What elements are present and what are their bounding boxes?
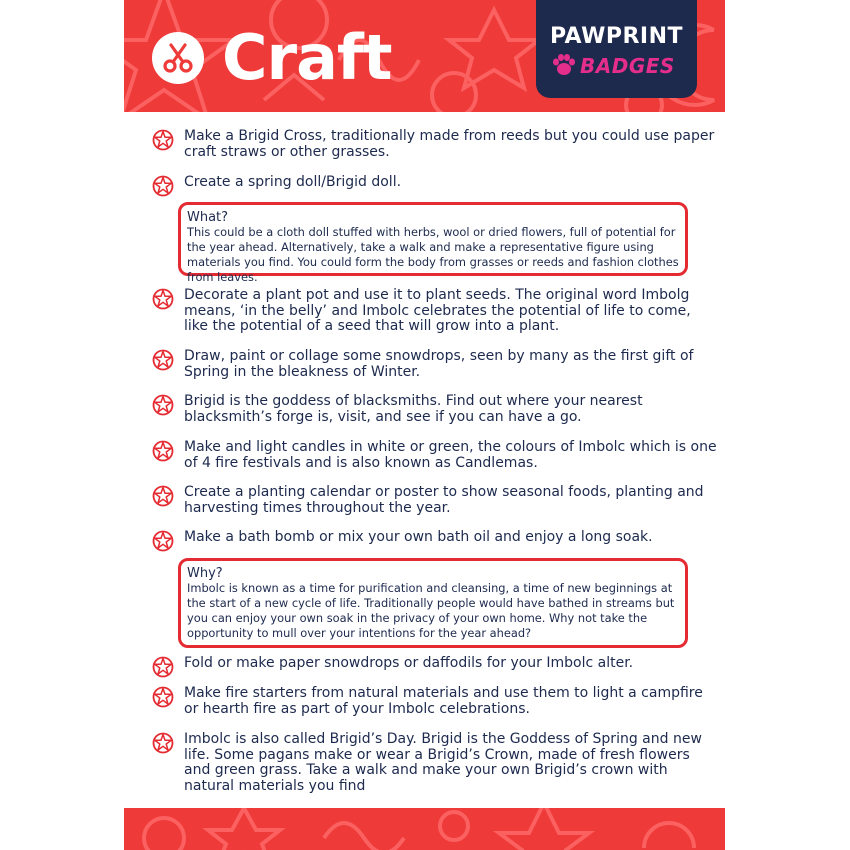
- list-item-text: Make a bath bomb or mix your own bath oil and enjoy a long soak.: [184, 529, 653, 545]
- pentacle-icon: [152, 732, 174, 754]
- pentacle-icon: [152, 175, 174, 197]
- info-box-heading: Why?: [187, 566, 223, 581]
- pentacle-icon: [152, 485, 174, 507]
- header-banner: [124, 0, 725, 112]
- list-item-text: Create a planting calendar or poster to show seasonal foods, planting and harvesting times throughout the year.: [184, 484, 704, 516]
- info-box-heading: What?: [187, 210, 229, 225]
- list-item-text: Fold or make paper snowdrops or daffodils for your Imbolc alter.: [184, 655, 634, 671]
- pentacle-icon: [152, 129, 174, 151]
- list-item-text: Make and light candles in white or green, the colours of Imbolc which is one of 4 fire festivals and is also known as Candlemas.: [184, 439, 717, 471]
- footer-banner: [124, 808, 725, 850]
- craft-page: [124, 0, 725, 850]
- list-item-text: Brigid is the goddess of blacksmiths. Find out where your nearest blacksmith’s forge is, visit, and see if you can have a go.: [184, 393, 643, 425]
- logo-text-pawprint: PAWPRINT: [549, 24, 684, 49]
- info-box-body: Imbolc is known as a time for purification and cleansing, a time of new beginnings at the start of a new cycle of life. Traditionally people would have bathed in streams but you can enjoy your own soak in the privacy of your own home. Why not take the opportunity to mull over your intentions for the year ahead?: [187, 581, 675, 640]
- pentacle-icon: [152, 349, 174, 371]
- list-item-text: Make fire starters from natural materials and use them to light a campfire or hearth fire as part of your Imbolc celebrations.: [184, 685, 703, 717]
- scissors-icon: [161, 41, 195, 75]
- footer-pattern: [124, 808, 725, 850]
- brand-logo: [536, 0, 697, 98]
- list-item-text: Create a spring doll/Brigid doll.: [184, 174, 402, 190]
- page-title: Craft: [222, 21, 392, 94]
- pentacle-icon: [152, 530, 174, 552]
- pentacle-icon: [152, 440, 174, 462]
- pentacle-icon: [152, 288, 174, 310]
- list-item-text: Decorate a plant pot and use it to plant seeds. The original word Imbolg means, ‘in the belly’ and Imbolc celebrates the potential of life to come, like the potential of a seed that will grow into a plant.: [184, 287, 691, 334]
- list-item-text: Make a Brigid Cross, traditionally made from reeds but you could use paper craft straws or other grasses.: [184, 128, 715, 160]
- list-item-text: Imbolc is also called Brigid’s Day. Brigid is the Goddess of Spring and new life. Some pagans make or wear a Brigid’s Crown, made of fresh flowers and green grass. Take a walk and make your own Brigid’s crown with natural materials you find: [184, 731, 702, 794]
- logo-text-badges: BADGES: [580, 54, 675, 78]
- info-box-why: [178, 558, 688, 648]
- list-item-text: Draw, paint or collage some snowdrops, seen by many as the first gift of Spring in the bleakness of Winter.: [184, 348, 694, 380]
- pentacle-icon: [152, 656, 174, 678]
- info-box-body: This could be a cloth doll stuffed with herbs, wool or dried flowers, full of potential for the year ahead. Alternatively, take a walk and make a representative figure using materials you find. You could form the body from grasses or reeds and fashion clothes from leaves.: [187, 225, 679, 284]
- pentacle-icon: [152, 686, 174, 708]
- info-box-what: [178, 202, 688, 284]
- paw-icon: [552, 54, 576, 76]
- pentacle-icon: [152, 394, 174, 416]
- scissors-badge: [152, 32, 204, 84]
